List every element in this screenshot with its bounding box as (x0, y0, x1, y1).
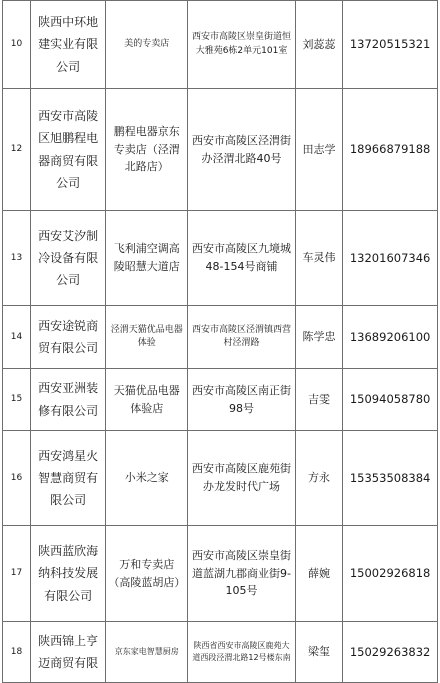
store-name: 京东家电智慧厨房 (106, 622, 188, 683)
contact-person: 薛婉 (295, 526, 342, 622)
row-number: 15 (3, 369, 31, 431)
row-number: 18 (3, 622, 31, 683)
contact-person: 梁玺 (295, 622, 342, 683)
store-address: 西安市高陵区泾渭街办泾渭北路40号 (188, 89, 296, 211)
company-name: 西安鸿星火智慧商贸有限公司 (30, 431, 105, 526)
company-name: 陕西中环地建实业有限公司 (30, 1, 105, 89)
store-address: 西安市高陵区九境城48-154号商铺 (188, 211, 296, 306)
table-row (3, 622, 438, 683)
merchant-table (2, 0, 438, 683)
store-address: 西安市高陵区崇皇街道蓝湖九郡商业街9-105号 (188, 526, 296, 622)
company-name: 西安亚洲装修有限公司 (30, 369, 105, 431)
contact-person: 刘蕊蕊 (295, 1, 342, 89)
store-name: 鹏程电器京东专卖店（泾渭北路店） (106, 89, 188, 211)
store-name: 飞利浦空调高陵昭慧大道店 (106, 211, 188, 306)
store-name: 美的专卖店 (106, 1, 188, 89)
contact-phone: 15029263832 (343, 622, 438, 683)
row-number: 10 (3, 1, 31, 89)
store-name: 小米之家 (106, 431, 188, 526)
contact-phone: 15002926818 (343, 526, 438, 622)
company-name: 西安途锐商贸有限公司 (30, 306, 105, 369)
contact-person: 车灵伟 (295, 211, 342, 306)
row-number: 14 (3, 306, 31, 369)
company-name: 陕西锦上亨迈商贸有限 (30, 622, 105, 683)
contact-phone: 13689206100 (343, 306, 438, 369)
table-row (3, 89, 438, 211)
store-name: 万和专卖店（高陵蓝胡店） (106, 526, 188, 622)
row-number: 17 (3, 526, 31, 622)
contact-phone: 15094058780 (343, 369, 438, 431)
contact-person: 陈学忠 (295, 306, 342, 369)
contact-person: 吉雯 (295, 369, 342, 431)
store-address: 陕西省西安市高陵区鹿苑大道西段泾渭北路12号楼东南 (188, 622, 296, 683)
contact-phone: 13720515321 (343, 1, 438, 89)
company-name: 西安市高陵区旭鹏程电器商贸有限公司 (30, 89, 105, 211)
contact-phone: 18966879188 (343, 89, 438, 211)
store-address: 西安市高陵区泾渭镇西营村泾渭路 (188, 306, 296, 369)
table-row (3, 1, 438, 89)
company-name: 陕西蓝欣海纳科技发展有限公司 (30, 526, 105, 622)
contact-person: 方永 (295, 431, 342, 526)
row-number: 12 (3, 89, 31, 211)
company-name: 西安艾汐制冷设备有限公司 (30, 211, 105, 306)
store-address: 西安市高陵区南正街98号 (188, 369, 296, 431)
contact-person: 田志学 (295, 89, 342, 211)
store-address: 西安市高陵区崇皇街道恒大雅苑6栋2单元101室 (188, 1, 296, 89)
contact-phone: 13201607346 (343, 211, 438, 306)
table-row (3, 369, 438, 431)
table-row (3, 431, 438, 526)
table-row (3, 306, 438, 369)
store-name: 泾渭天猫优品电器体验 (106, 306, 188, 369)
row-number: 16 (3, 431, 31, 526)
row-number: 13 (3, 211, 31, 306)
store-address: 西安市高陵区鹿苑街办龙发时代广场 (188, 431, 296, 526)
contact-phone: 15353508384 (343, 431, 438, 526)
table-row (3, 526, 438, 622)
store-name: 天猫优品电器体验店 (106, 369, 188, 431)
table-row (3, 211, 438, 306)
